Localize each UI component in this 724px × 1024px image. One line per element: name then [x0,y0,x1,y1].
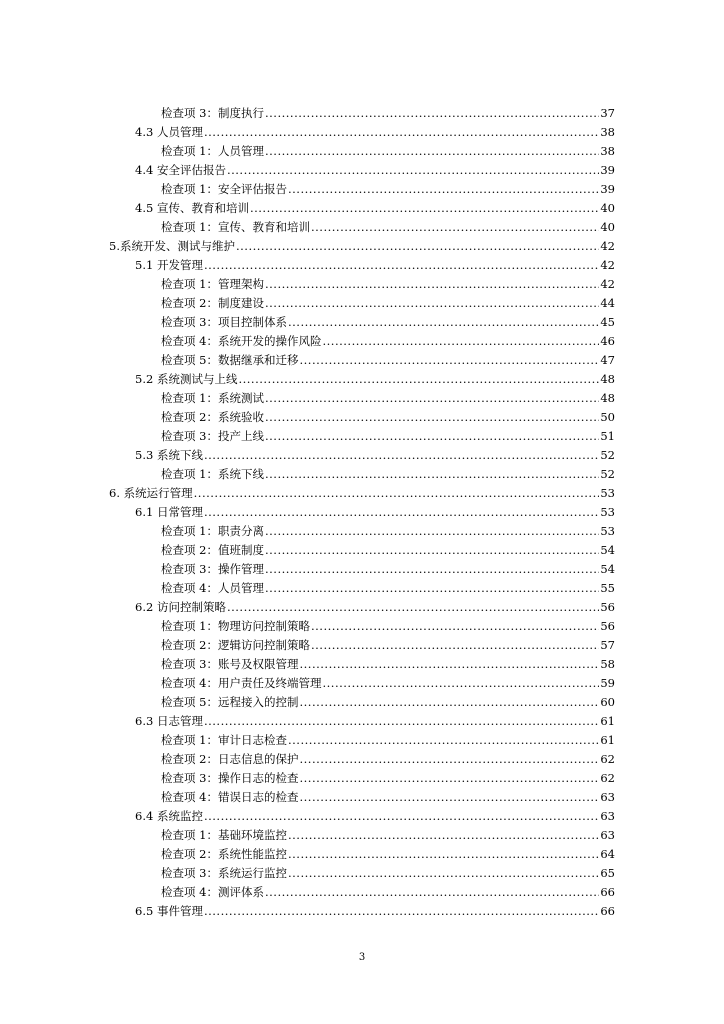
toc-entry-title: 检查项 3：项目控制体系 [161,315,287,329]
toc-entry-title: 5.系统开发、测试与维护 [109,239,235,253]
toc-entry-page: 55 [600,581,615,595]
toc-entry-page: 37 [600,106,615,120]
toc-entry-title: 6.2 访问控制策略 [135,600,226,614]
toc-leader-dots [265,427,599,446]
toc-entry[interactable] [0,123,615,142]
toc-entry[interactable] [0,484,615,503]
toc-entry-page: 56 [600,600,615,614]
toc-entry-title: 检查项 4：测评体系 [161,885,264,899]
toc-leader-dots [238,370,599,389]
toc-entry-title: 检查项 1：宣传、教育和培训 [161,220,310,234]
toc-entry[interactable] [0,522,615,541]
toc-entry-title: 6.4 系统监控 [135,809,203,823]
toc-leader-dots [299,351,599,370]
toc-entry[interactable] [0,180,615,199]
toc-leader-dots [322,674,599,693]
toc-leader-dots [265,522,599,541]
toc-entry-title: 检查项 2：值班制度 [161,543,264,557]
toc-leader-dots [204,256,599,275]
toc-entry[interactable] [0,446,615,465]
toc-entry-page: 63 [600,809,615,823]
toc-entry[interactable] [0,370,615,389]
toc-entry[interactable] [0,408,615,427]
toc-entry-title: 检查项 4：错误日志的检查 [161,790,299,804]
toc-leader-dots [299,693,599,712]
toc-leader-dots [288,845,599,864]
toc-leader-dots [204,902,599,921]
toc-entry-page: 51 [600,429,615,443]
toc-leader-dots [265,883,599,902]
toc-leader-dots [204,446,599,465]
toc-entry-page: 42 [600,277,615,291]
toc-entry-title: 检查项 3：账号及权限管理 [161,657,299,671]
toc-leader-dots [204,503,599,522]
toc-entry-title: 检查项 4：系统开发的操作风险 [161,334,322,348]
toc-entry[interactable] [0,826,615,845]
toc-entry-title: 检查项 3：系统运行监控 [161,866,287,880]
toc-entry[interactable] [0,313,615,332]
toc-entry-page: 50 [600,410,615,424]
toc-entry[interactable] [0,731,615,750]
toc-entry-title: 检查项 3：操作管理 [161,562,264,576]
toc-leader-dots [288,826,599,845]
toc-entry-title: 4.5 宣传、教育和培训 [135,201,249,215]
toc-entry-page: 60 [600,695,615,709]
toc-entry[interactable] [0,655,615,674]
toc-entry[interactable] [0,427,615,446]
toc-leader-dots [288,180,599,199]
toc-leader-dots [265,389,599,408]
toc-entry-page: 52 [600,467,615,481]
toc-entry[interactable] [0,237,615,256]
toc-entry[interactable] [0,560,615,579]
toc-leader-dots [299,655,599,674]
toc-entry-page: 38 [600,144,615,158]
toc-entry[interactable] [0,769,615,788]
toc-leader-dots [204,123,599,142]
toc-entry-title: 检查项 3：投产上线 [161,429,264,443]
toc-leader-dots [204,712,599,731]
toc-entry-title: 检查项 1：审计日志检查 [161,733,287,747]
toc-entry-title: 检查项 1：人员管理 [161,144,264,158]
toc-entry-title: 5.1 开发管理 [135,258,203,272]
toc-entry-title: 5.2 系统测试与上线 [135,372,238,386]
toc-entry[interactable] [0,389,615,408]
toc-entry-page: 45 [600,315,615,329]
toc-entry-title: 检查项 5：数据继承和迁移 [161,353,299,367]
toc-entry-title: 6.5 事件管理 [135,904,203,918]
toc-entry-page: 39 [600,163,615,177]
toc-entry-page: 66 [600,885,615,899]
toc-entry-title: 检查项 5：远程接入的控制 [161,695,299,709]
toc-entry-page: 56 [600,619,615,633]
toc-leader-dots [265,142,599,161]
toc-entry[interactable] [0,750,615,769]
toc-entry-page: 46 [600,334,615,348]
toc-leader-dots [311,218,599,237]
toc-entry-title: 5.3 系统下线 [135,448,203,462]
toc-entry-title: 6. 系统运行管理 [109,486,193,500]
toc-entry[interactable] [0,541,615,560]
toc-entry-title: 检查项 4：人员管理 [161,581,264,595]
toc-entry[interactable] [0,256,615,275]
toc-entry[interactable] [0,351,615,370]
toc-entry-title: 6.3 日志管理 [135,714,203,728]
toc-entry-title: 检查项 1：物理访问控制策略 [161,619,310,633]
toc-leader-dots [288,313,599,332]
toc-entry[interactable] [0,788,615,807]
toc-entry-page: 57 [600,638,615,652]
toc-leader-dots [204,807,599,826]
toc-entry-title: 检查项 2：系统验收 [161,410,264,424]
toc-entry-title: 6.1 日常管理 [135,505,203,519]
toc-entry-page: 61 [600,733,615,747]
toc-entry[interactable] [0,503,615,522]
toc-entry-page: 65 [600,866,615,880]
toc-leader-dots [322,332,599,351]
toc-entry-page: 40 [600,201,615,215]
toc-entry-title: 4.4 安全评估报告 [135,163,226,177]
toc-entry-page: 48 [600,372,615,386]
toc-entry-title: 检查项 4：用户责任及终端管理 [161,676,322,690]
toc-entry-title: 检查项 1：职责分离 [161,524,264,538]
toc-entry[interactable] [0,199,615,218]
toc-entry-title: 检查项 1：管理架构 [161,277,264,291]
toc-entry[interactable] [0,902,615,921]
toc-entry-title: 检查项 1：系统下线 [161,467,264,481]
toc-entry[interactable] [0,332,615,351]
toc-leader-dots [227,161,599,180]
toc-entry-page: 54 [600,543,615,557]
toc-entry-page: 63 [600,790,615,804]
toc-entry-page: 66 [600,904,615,918]
toc-entry-page: 47 [600,353,615,367]
toc-entry-title: 4.3 人员管理 [135,125,203,139]
toc-leader-dots [250,199,599,218]
toc-entry-title: 检查项 2：系统性能监控 [161,847,287,861]
toc-entry-title: 检查项 2：制度建设 [161,296,264,310]
toc-entry-page: 39 [600,182,615,196]
toc-leader-dots [265,579,599,598]
toc-leader-dots [311,636,599,655]
toc-entry[interactable] [0,845,615,864]
toc-entry[interactable] [0,674,615,693]
toc-leader-dots [265,465,599,484]
toc-entry-title: 检查项 1：基础环境监控 [161,828,287,842]
toc-entry[interactable] [0,275,615,294]
toc-entry-page: 42 [600,239,615,253]
toc-leader-dots [194,484,600,503]
toc-entry-page: 62 [600,771,615,785]
toc-leader-dots [299,769,599,788]
toc-entry-title: 检查项 3：操作日志的检查 [161,771,299,785]
toc-entry-page: 42 [600,258,615,272]
toc-entry-page: 53 [600,524,615,538]
toc-entry-page: 38 [600,125,615,139]
toc-entry[interactable] [0,712,615,731]
toc-leader-dots [311,617,599,636]
toc-leader-dots [265,104,599,123]
toc-entry[interactable] [0,218,615,237]
toc-entry-page: 48 [600,391,615,405]
toc-entry-page: 58 [600,657,615,671]
toc-leader-dots [265,408,599,427]
toc-entry-title: 检查项 1：系统测试 [161,391,264,405]
toc-entry[interactable] [0,693,615,712]
toc-entry[interactable] [0,104,615,123]
toc-leader-dots [288,864,599,883]
toc-entry-page: 61 [600,714,615,728]
toc-entry[interactable] [0,598,615,617]
toc-entry[interactable] [0,617,615,636]
toc-entry[interactable] [0,294,615,313]
toc-leader-dots [288,731,599,750]
toc-entry[interactable] [0,807,615,826]
toc-entry-title: 检查项 1：安全评估报告 [161,182,287,196]
toc-entry[interactable] [0,142,615,161]
toc-leader-dots [265,560,599,579]
toc-leader-dots [265,294,599,313]
toc-entry[interactable] [0,161,615,180]
toc-entry-title: 检查项 3：制度执行 [161,106,264,120]
toc-entry[interactable] [0,864,615,883]
toc-entry-page: 62 [600,752,615,766]
toc-entry-page: 53 [600,505,615,519]
toc-entry[interactable] [0,465,615,484]
page-number: 3 [358,952,366,963]
toc-leader-dots [265,275,599,294]
toc-entry-page: 64 [600,847,615,861]
toc-leader-dots [236,237,599,256]
toc-entry[interactable] [0,883,615,902]
toc-leader-dots [227,598,599,617]
toc-leader-dots [265,541,599,560]
toc-entry-page: 40 [600,220,615,234]
toc-entry-page: 59 [600,676,615,690]
toc-entry-title: 检查项 2：逻辑访问控制策略 [161,638,310,652]
toc-entry-page: 52 [600,448,615,462]
table-of-contents [0,104,724,921]
toc-entry-page: 63 [600,828,615,842]
toc-entry[interactable] [0,636,615,655]
toc-leader-dots [299,788,599,807]
toc-entry-page: 53 [600,486,615,500]
toc-leader-dots [299,750,599,769]
toc-entry-title: 检查项 2：日志信息的保护 [161,752,299,766]
toc-entry-page: 44 [600,296,615,310]
toc-entry-page: 54 [600,562,615,576]
toc-entry[interactable] [0,579,615,598]
